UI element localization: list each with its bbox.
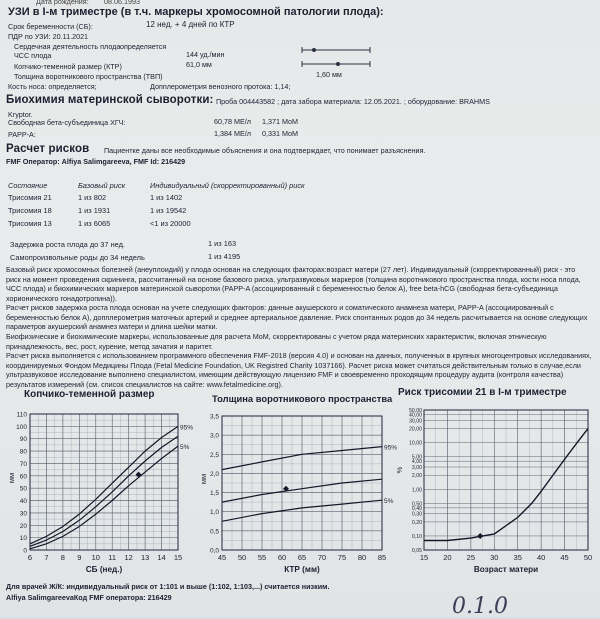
explanation-p4: Расчет риска выполняется с использованием программного обеспечения FMF-2018 (версия 4.0) и основан на данных, полученных в крупных многоцентровых исследованиях, координируемых Фондом Медицины Плода (Fetal Medicine Foundation, UK Registred Charity 1037166). Расчет риска может считаться действительным только в случае,если ультразвуковое исследование выполнено специалистом, имеющим действующую лицензию FMF и своевременно проходящим процедуру аудита (контроля качества) результатов измерений (см. список специалистов на сайте: www.fetalmedicine.org). [6,351,592,389]
table-row-base: 1 из 6065 [78,219,111,228]
y-tick-label: 30,00 [409,418,422,425]
hcg-mom: 1,371 МоМ [262,117,299,126]
y-tick-label: 1,00 [411,487,422,494]
y-tick-label: 0,40 [411,505,422,512]
y-tick-label: 10,00 [409,440,422,447]
consent-note: Пациентке даны все необходимые объяснения и она подтверждает, что понимает разъяснения. [104,146,426,155]
x-tick-label: 45 [560,553,569,562]
nt-label: Толщина воротникового пространства (ТВП) [14,72,163,81]
y-tick-label: 110 [16,411,27,419]
biochem-sample-info: Проба 004443582 ; дата забора материала: 12.05.2021. ; оборудование: BRAHMS [216,97,490,106]
series-label: 5% [384,498,394,506]
biochem-title: Биохимия материнской сыворотки: [6,94,214,106]
crl-chart [0,404,200,576]
fhr-label: Сердечная деятельность плода [14,42,121,51]
pdr-label: ПДР по УЗИ: 20.11.2021 [8,32,89,41]
ultrasound-title: УЗИ в I-м триместре (в т.ч. маркеры хромосомной патологии плода): [8,6,384,18]
table-row-individual: <1 из 20000 [150,219,191,228]
fhr-state: определяется [120,42,167,51]
x-tick-label: 50 [583,553,593,562]
data-point [136,472,142,478]
fgr-value: 1 из 163 [208,239,237,248]
spont-label: Самопроизвольные роды до 34 недель [10,253,145,262]
x-tick-label: 9 [77,553,82,562]
x-tick-label: 12 [124,553,133,562]
risk-title: Расчет рисков [6,143,90,155]
x-tick-label: 55 [257,553,267,562]
y-tick-label: 0,0 [209,547,219,555]
y-tick-label: 2,0 [209,470,219,478]
ga-value: 12 нед. + 4 дней по КТР [146,20,235,29]
y-tick-label: 40 [19,498,27,506]
table-row-base: 1 из 802 [78,193,107,202]
nt-chart [200,404,400,576]
table-row-individual: 1 из 19542 [150,206,187,215]
x-tick-label: 85 [377,553,387,562]
t21-chart [392,404,600,576]
y-axis-label: мм [199,473,208,485]
nt-value: 1,60 мм [316,70,342,79]
y-tick-label: 0,20 [411,519,422,526]
crl-chart-title: Копчико-теменной размер [24,389,155,400]
t21-chart-title: Риск трисомии 21 в I-м триместре [398,387,567,398]
ga-label: Срок беременности (СБ): [8,22,93,31]
y-tick-label: 70 [19,460,27,468]
y-tick-label: 90 [19,436,27,444]
x-tick-label: 15 [419,553,429,562]
footer-operator: Alfiya SalimgareevaКод FMF оператора: 216429 [6,593,172,602]
crl-label: Копчико-теменной размер (КТР) [14,62,122,71]
hcg-label: Свободная бета-субъединица ХГЧ: [8,118,126,127]
y-tick-label: 4,00 [411,459,422,466]
nt-chart-title: Толщина воротникового пространства [212,393,393,404]
y-tick-label: 0 [23,547,27,555]
y-tick-label: 0,5 [209,528,219,536]
ductus-doppler: Допплерометрия венозного протока: 1,14; [150,82,291,91]
x-axis-label: Возраст матери [473,565,539,574]
col-base-risk: Базовый риск [78,181,126,190]
y-tick-label: 2,00 [411,473,422,480]
fgr-label: Задержка роста плода до 37 нед. [10,240,125,249]
explanation-p3: Биофизические и биохимические маркеры, использованные для расчета МоМ, скорректированы с учетом ряда материнских характеристик, включая этническую принадлежность, вес, рост, курение, метод зачатия и паритет. [6,332,547,351]
y-tick-label: 1,0 [209,509,219,517]
x-tick-label: 65 [297,553,307,562]
y-tick-label: 3,0 [209,432,219,440]
handwritten-note: 0.1.0 [452,594,508,619]
x-tick-label: 60 [277,553,287,562]
table-row-base: 1 из 1931 [78,206,111,215]
y-tick-label: 20,00 [409,426,422,433]
x-tick-label: 40 [536,553,546,562]
table-row-individual: 1 из 1402 [150,193,183,202]
x-tick-label: 35 [513,553,522,562]
x-tick-label: 15 [173,553,183,562]
kryptor-label: Kryptor. [8,110,33,119]
pappa-value: 1,384 МЕ/л [214,129,251,138]
y-tick-label: 50 [19,485,27,493]
data-point [477,533,483,539]
col-individual-risk: Индивидуальный (скорректированный) риск [150,181,305,190]
y-tick-label: 20 [19,522,27,530]
x-tick-label: 7 [44,553,49,562]
birth-date-value: 08.06.1993 [104,0,140,6]
explanation-p1: Базовый риск хромосомных болезней (анеуплоидий) у плода основан на следующих факторах:возраст матери (27 лет). Индивидуальный (скорректированный) риск - это риск на момент проведения скрининга, рассчитанный на основе базового риска, ультразвуковых маркеров (толщина воротникового пространства плода, кости носа плода, ЧСС плода) и биохимических маркеров материнской сыворотки (PAPP-A (ассоциированный с беременностью белок А), free beta-hCG (свободная бета-субъединица хорионического гонадотропина)). [6,265,581,303]
table-row-name: Трисомия 21 [8,193,52,202]
x-tick-label: 75 [337,553,347,562]
y-tick-label: 50,00 [409,408,422,414]
y-tick-label: 30 [19,510,27,518]
x-tick-label: 10 [91,553,100,562]
x-axis-label: СБ (нед.) [85,565,123,574]
y-tick-label: 0,50 [411,501,422,508]
y-tick-label: 100 [16,423,27,431]
footer-note: Для врачей Ж/К: индивидуальный риск от 1:101 и выше (1:102, 1:103,...) считается низким. [6,582,330,591]
nasal-bone: Кость носа: определяется; [8,82,97,91]
x-tick-label: 8 [60,553,65,562]
y-tick-label: 0,05 [411,548,422,554]
nt-mini-scale [300,58,380,70]
y-tick-label: 2,5 [209,451,219,459]
col-condition: Состояние [8,181,48,190]
x-tick-label: 25 [466,553,476,562]
x-tick-label: 80 [357,553,367,562]
y-tick-label: 3,00 [411,465,422,472]
table-row-name: Трисомия 18 [8,206,52,215]
birth-date-label: Дата рождения: [36,0,89,6]
y-tick-label: 0,10 [411,533,422,540]
table-row-name: Трисомия 13 [8,219,52,228]
y-tick-label: 5,00 [411,454,422,461]
x-tick-label: 45 [217,553,227,562]
x-tick-label: 13 [140,553,150,562]
y-axis-label: % [395,466,404,474]
y-tick-label: 0,30 [411,511,422,518]
y-tick-label: 60 [19,473,27,481]
y-tick-label: 3,5 [209,413,219,421]
x-axis-label: КТР (мм) [284,565,320,574]
y-axis-label: мм [7,472,16,484]
fmf-operator: FMF Оператор: Alfiya Salimgareeva, FMF Id: 216429 [6,157,186,166]
x-tick-label: 11 [108,553,117,562]
series-label: 95% [384,444,398,452]
hcg-value: 60,78 МЕ/л [214,117,251,126]
pappa-mom: 0,331 МоМ [262,129,299,138]
spont-value: 1 из 4195 [208,252,241,261]
x-tick-label: 14 [157,553,166,562]
explanation-p2: Расчет рисков задержка роста плода основан на учете следующих факторов: данные акушерского и соматического анамнеза матери, PAPP-A (ассоциированный с беременностью белок А), допплерометрия маточных артерий и среднее артериальное давление. Риск спонтанных родов до 34 недель расчитывается на основе следующих параметров акушерский анамнез матери и длина шейки матки. [6,303,588,332]
x-tick-label: 50 [237,553,247,562]
fhr-rate-label: ЧСС плода [14,51,52,60]
x-tick-label: 30 [490,553,499,562]
y-tick-label: 1,5 [209,490,219,498]
x-tick-label: 20 [443,553,452,562]
x-tick-label: 6 [27,553,33,562]
crl-value: 61,0 мм [186,60,212,69]
y-tick-label: 10 [19,535,27,543]
x-tick-label: 70 [317,553,327,562]
y-tick-label: 80 [19,448,27,456]
fhr-rate-value: 144 уд./мин [186,50,225,59]
pappa-label: PAPP-A: [8,130,36,139]
series-label: 5% [180,444,190,452]
series-label: 95% [180,424,194,432]
y-tick-label: 40,00 [409,412,422,419]
